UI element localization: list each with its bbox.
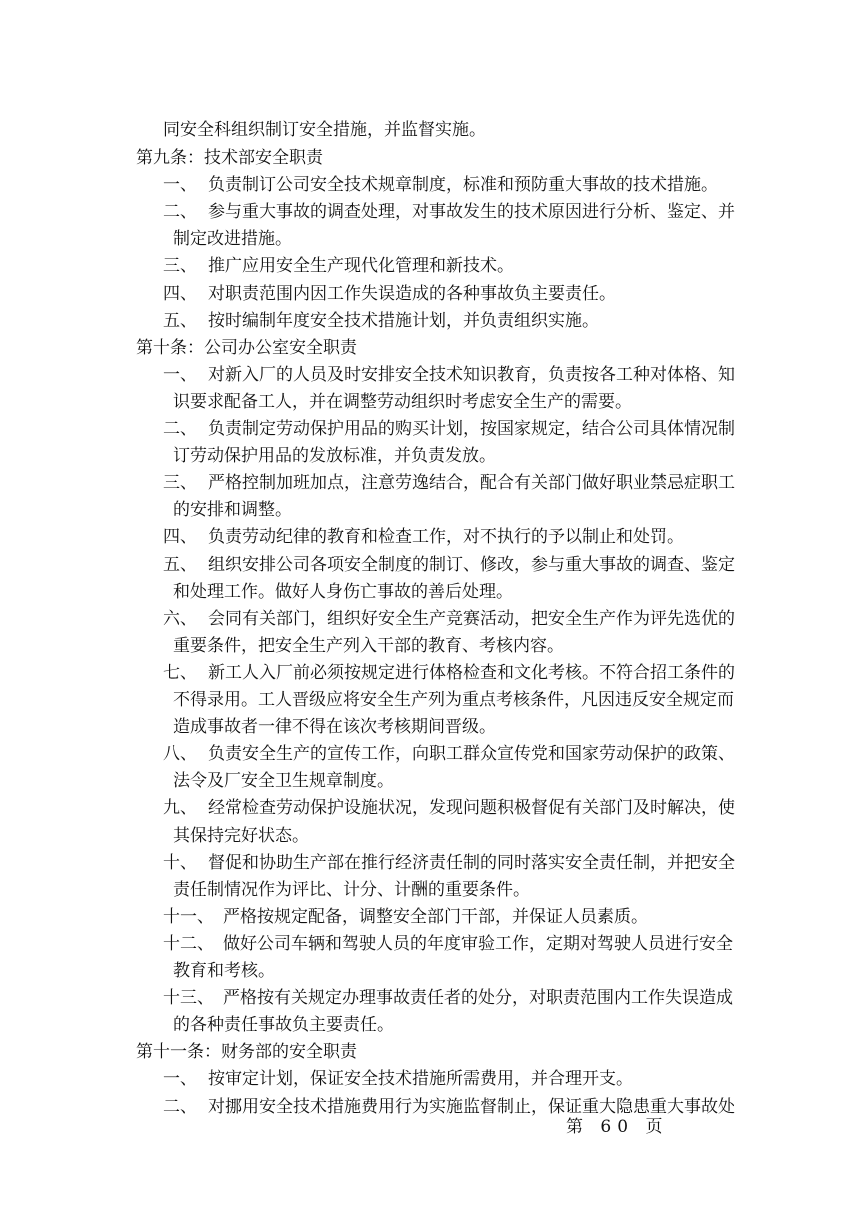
clause-continuation: 不得录用。工人晋级应将安全生产列为重点考核条件，凡因违反安全规定而 [173, 690, 734, 710]
clause-item [163, 742, 735, 766]
clause-text: 按审定计划，保证安全技术措施所需费用，并合理开支。 [208, 1069, 633, 1089]
clause-number: 二、 [163, 202, 197, 222]
clause-continuation: 订劳动保护用品的发放标准，并负责发放。 [173, 446, 496, 466]
clause-text: 推广应用安全生产现代化管理和新技术。 [208, 256, 514, 276]
page-number: 第 60 页 [566, 1117, 669, 1137]
clause-continuation: 制定改进措施。 [173, 229, 292, 249]
clause-continuation: 教育和考核。 [173, 961, 275, 981]
clause-number: 九、 [163, 798, 197, 818]
clause-continuation: 重要条件，把安全生产列入干部的教育、考核内容。 [173, 636, 564, 656]
clause-number: 十一、 [163, 907, 214, 927]
clause-text: 组织安排公司各项安全制度的制订、修改，参与重大事故的调查、鉴定 [208, 555, 735, 575]
article-heading: 第十条：公司办公室安全职责 [136, 338, 357, 358]
clause-item [163, 905, 648, 929]
clause-continuation: 和处理工作。做好人身伤亡事故的善后处理。 [173, 582, 513, 602]
clause-text: 会同有关部门，组织好安全生产竞赛活动，把安全生产作为评先选优的 [208, 609, 735, 629]
clause-item [163, 417, 735, 441]
clause-item [163, 200, 735, 224]
clause-item [163, 607, 735, 631]
clause-text: 严格按有关规定办理事故责任者的处分，对职责范围内工作失误造成 [223, 988, 733, 1008]
clause-item [163, 363, 735, 387]
clause-text: 做好公司车辆和驾驶人员的年度审验工作，定期对驾驶人员进行安全 [223, 934, 733, 954]
article-heading: 第九条：技术部安全职责 [136, 148, 323, 168]
article-heading: 第十一条：财务部的安全职责 [136, 1042, 357, 1062]
clause-text: 参与重大事故的调查处理，对事故发生的技术原因进行分析、鉴定、并 [208, 202, 735, 222]
clause-text: 严格按规定配备，调整安全部门干部，并保证人员素质。 [223, 907, 648, 927]
clause-number: 十三、 [163, 988, 214, 1008]
clause-item [163, 932, 733, 956]
clause-text: 负责安全生产的宣传工作，向职工群众宣传党和国家劳动保护的政策、 [208, 744, 735, 764]
clause-continuation: 造成事故者一律不得在该次考核期间晋级。 [173, 717, 496, 737]
clause-text: 严格控制加班加点，注意劳逸结合，配合有关部门做好职业禁忌症职工 [208, 473, 735, 493]
clause-item [163, 661, 735, 685]
clause-item [163, 173, 718, 197]
clause-number: 八、 [163, 744, 197, 764]
clause-text: 督促和协助生产部在推行经济责任制的同时落实安全责任制，并把安全 [208, 853, 735, 873]
clause-item [163, 525, 684, 549]
clause-text: 负责劳动纪律的教育和检查工作，对不执行的予以制止和处罚。 [208, 527, 684, 547]
clause-item [163, 986, 733, 1010]
clause-number: 一、 [163, 175, 197, 195]
clause-item [163, 254, 514, 278]
clause-continuation: 其保持完好状态。 [173, 826, 309, 846]
clause-number: 三、 [163, 256, 197, 276]
clause-item [163, 282, 616, 306]
clause-text: 经常检查劳动保护设施状况，发现问题积极督促有关部门及时解决，使 [208, 798, 735, 818]
clause-number: 十二、 [163, 934, 214, 954]
clause-number: 一、 [163, 1069, 197, 1089]
clause-text: 新工人入厂前必须按规定进行体格检查和文化考核。不符合招工条件的 [208, 663, 735, 683]
clause-continuation: 法令及厂安全卫生规章制度。 [173, 771, 394, 791]
clause-item [163, 796, 735, 820]
clause-text: 负责制定劳动保护用品的购买计划，按国家规定，结合公司具体情况制 [208, 419, 735, 439]
clause-text: 按时编制年度安全技术措施计划，并负责组织实施。 [208, 311, 599, 331]
clause-text: 负责制订公司安全技术规章制度，标准和预防重大事故的技术措施。 [208, 175, 718, 195]
clause-number: 一、 [163, 365, 197, 385]
clause-number: 三、 [163, 473, 197, 493]
clause-item [163, 471, 735, 495]
intro-line: 同安全科组织制订安全措施，并监督实施。 [163, 120, 486, 140]
clause-number: 五、 [163, 311, 197, 331]
clause-continuation: 责任制情况作为评比、计分、计酬的重要条件。 [173, 880, 530, 900]
clause-item [163, 851, 735, 875]
clause-item [163, 553, 735, 577]
clause-text: 对职责范围内因工作失误造成的各种事故负主要责任。 [208, 284, 616, 304]
clause-continuation: 的各种责任事故负主要责任。 [173, 1015, 394, 1035]
clause-text: 对新入厂的人员及时安排安全技术知识教育，负责按各工种对体格、知 [208, 365, 735, 385]
clause-continuation: 的安排和调整。 [173, 500, 292, 520]
clause-number: 七、 [163, 663, 197, 683]
clause-number: 二、 [163, 1097, 197, 1117]
clause-number: 二、 [163, 419, 197, 439]
clause-item [163, 1067, 633, 1091]
clause-continuation: 识要求配备工人，并在调整劳动组织时考虑安全生产的需要。 [173, 392, 632, 412]
clause-number: 六、 [163, 609, 197, 629]
clause-number: 四、 [163, 284, 197, 304]
clause-number: 五、 [163, 555, 197, 575]
clause-number: 四、 [163, 527, 197, 547]
clause-item [163, 309, 599, 333]
clause-text: 对挪用安全技术措施费用行为实施监督制止，保证重大隐患重大事故处 [208, 1097, 735, 1117]
clause-number: 十、 [163, 853, 197, 873]
